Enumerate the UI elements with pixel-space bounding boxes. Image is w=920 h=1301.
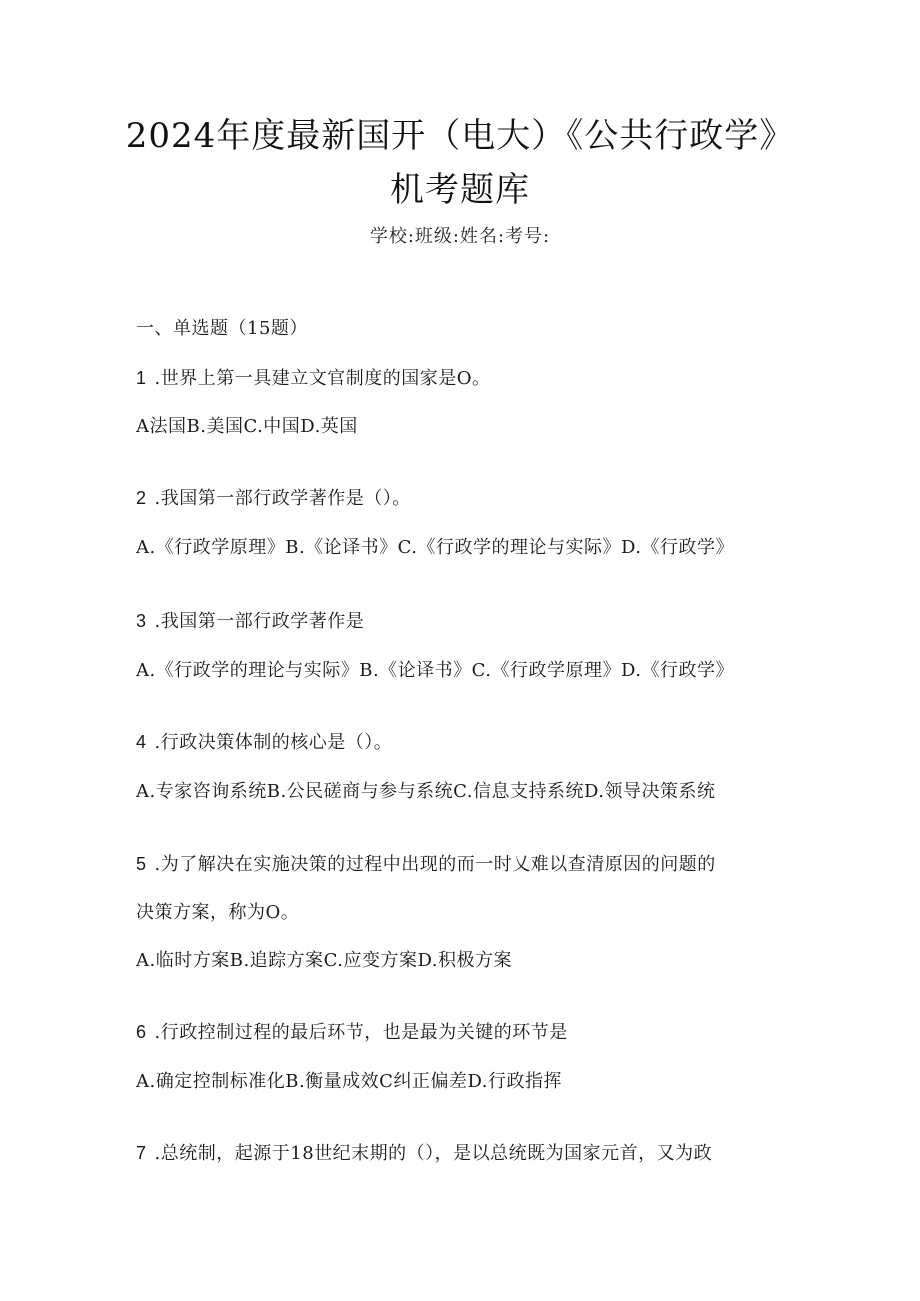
question-3-options: A.《行政学的理论与实际》B.《论译书》C.《行政学原理》D.《行政学》 bbox=[136, 660, 735, 681]
question-number: 2 bbox=[136, 488, 147, 508]
question-7-stem bbox=[136, 1139, 712, 1165]
question-text: .总统制，起源于18世纪末期的（），是以总统既为国家元首，又为政 bbox=[154, 1143, 713, 1164]
question-number: 5 bbox=[136, 854, 147, 874]
student-info-line: 学校:班级:姓名:考号: bbox=[369, 226, 551, 247]
question-1-stem bbox=[136, 364, 491, 390]
question-2-options: A.《行政学原理》B.《论译书》C.《行政学的理论与实际》D.《行政学》 bbox=[136, 537, 735, 558]
question-text: .世界上第一具建立文官制度的国家是O。 bbox=[154, 368, 491, 389]
question-text: .我国第一部行政学著作是（）。 bbox=[154, 488, 411, 509]
question-5-stem-continued: 决策方案，称为O。 bbox=[136, 902, 300, 923]
question-number: 3 bbox=[136, 611, 147, 631]
question-5-options: A.临时方案B.追踪方案C.应变方案D.积极方案 bbox=[136, 950, 513, 971]
question-3-stem bbox=[136, 607, 364, 633]
question-number: 6 bbox=[136, 1022, 147, 1042]
question-6-options: A.确定控制标准化B.衡量成效C纠正偏差D.行政指挥 bbox=[136, 1071, 562, 1092]
question-text: .行政决策体制的核心是（）。 bbox=[154, 732, 393, 753]
question-4-stem bbox=[136, 728, 392, 754]
question-number: 7 bbox=[136, 1143, 147, 1163]
question-text: .我国第一部行政学著作是 bbox=[154, 611, 365, 632]
question-1-options: A法国B.美国C.中国D.英国 bbox=[136, 416, 358, 437]
document-title-line2: 机考题库 bbox=[390, 170, 530, 210]
document-title-line1: 2024年度最新国开（电大）《公共行政学》 bbox=[125, 116, 795, 156]
question-number: 4 bbox=[136, 732, 147, 752]
question-5-stem bbox=[136, 850, 716, 876]
question-6-stem bbox=[136, 1018, 568, 1044]
section-heading: 一、单选题（15题） bbox=[136, 318, 308, 339]
question-text: .为了解决在实施决策的过程中出现的而一时乂难以查清原因的问题的 bbox=[154, 854, 716, 875]
question-4-options: A.专家咨询系统B.公民磋商与参与系统C.信息支持系统D.领导决策系统 bbox=[136, 781, 716, 802]
question-2-stem bbox=[136, 484, 411, 510]
question-text: .行政控制过程的最后环节，也是最为关键的环节是 bbox=[154, 1022, 568, 1043]
question-number: 1 bbox=[136, 368, 147, 388]
